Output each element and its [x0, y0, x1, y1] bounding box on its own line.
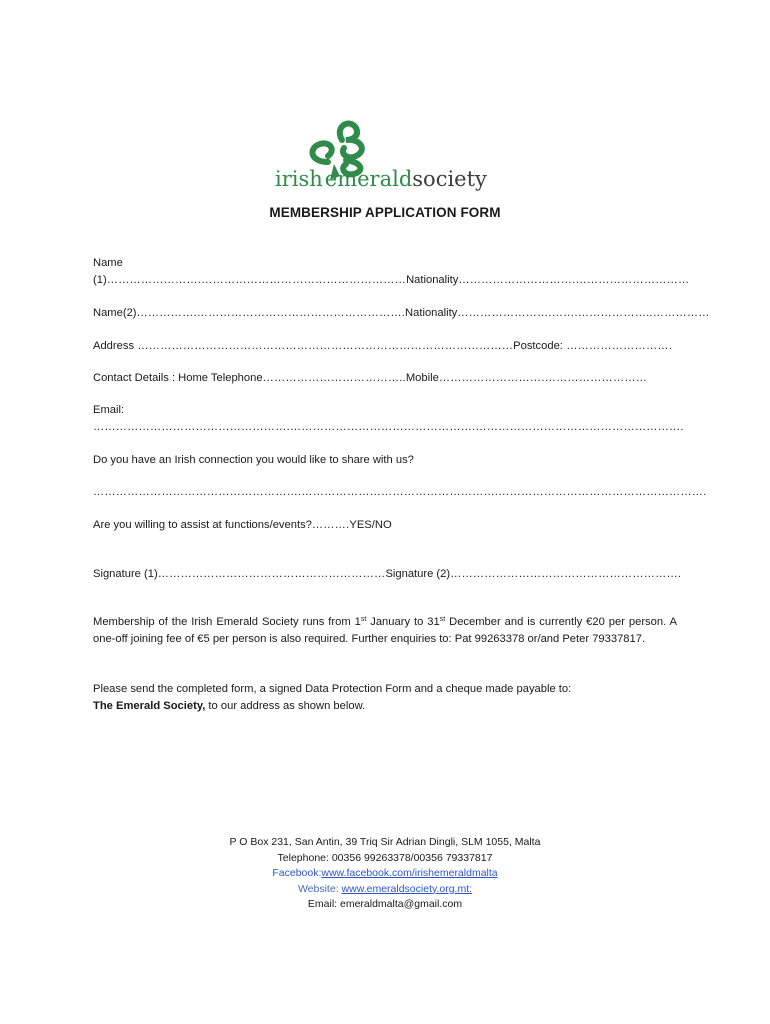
send-line2: to our address as shown below. — [205, 700, 366, 712]
signature2-label: Signature (2) — [385, 568, 451, 580]
address-label: Address — [93, 340, 135, 352]
name1-label: Name — [93, 257, 123, 269]
email-input-line[interactable]: …………………………………………….………………………………………….………………………………………………. — [93, 421, 684, 433]
email-line: Email: emeraldmalta@gmail.com — [307, 898, 463, 910]
irish-connection-input-line[interactable]: ……………………………………………….…………………………………………….………………………………………………. — [93, 486, 707, 498]
logo-irish: irish — [275, 167, 323, 191]
name2-row[interactable]: Name(2)…………….……………………………………………….Nationality…………………….…….………………..…………… — [93, 307, 710, 319]
form-title: MEMBERSHIP APPLICATION FORM — [269, 205, 501, 220]
signature-row[interactable]: Signature (1)……………………………………………………Signature (2)……………………………………………………. — [93, 568, 682, 580]
send-instructions — [93, 681, 677, 715]
facebook-label: Facebook: — [272, 867, 322, 879]
name1-row[interactable]: (1)…………………….………………………………………………Nationality………………………….………………………… — [93, 274, 690, 286]
footer-contact — [0, 835, 770, 913]
website-line — [0, 882, 770, 898]
assist-row[interactable]: Are you willing to assist at functions/events?……….YES/NO — [93, 519, 392, 531]
contact-row[interactable]: Contact Details : Home Telephone………………………………..Mobile……………………….……………………… — [93, 372, 648, 384]
email-label: Email: — [93, 404, 125, 416]
name1-prefix: (1) — [93, 274, 107, 286]
website-link[interactable]: www.emeraldsociety.org.mt: — [341, 882, 473, 895]
payee-name: The Emerald Society, — [93, 700, 206, 712]
postal-address: P O Box 231, San Antin, 39 Triq Sir Adrian Dingli, SLM 1055, Malta — [229, 836, 541, 848]
facebook-line — [0, 866, 770, 882]
assist-question: Are you willing to assist at functions/events? — [93, 519, 312, 531]
send-line1: Please send the completed form, a signed Data Protection Form and a cheque made payable to: — [93, 683, 572, 695]
website-label: Website: — [297, 882, 342, 895]
shamrock-logo-icon — [270, 118, 520, 198]
facebook-link[interactable]: www.facebook.com/irishemeraldmalta — [321, 867, 498, 879]
postcode-label: Postcode: — [513, 340, 563, 352]
logo-wordmark — [275, 167, 487, 191]
society-logo — [270, 118, 520, 198]
irish-connection-question: Do you have an Irish connection you would like to share with us? — [93, 454, 414, 466]
contact-label: Contact Details : Home Telephone — [93, 372, 263, 384]
nationality1-label: Nationality — [406, 274, 459, 286]
assist-answer: YES/NO — [349, 519, 392, 531]
address-row[interactable]: Address ………………………………………………………………………………………Postcode: ………………………. — [93, 340, 673, 352]
signature1-label: Signature (1) — [93, 568, 158, 580]
membership-paragraph: Membership of the Irish Emerald Society runs from 1st January to 31st December and is currently €20 per person. A one-off joining fee of €5 per person is also required. Further enquiries to: Pat 99263378 or/and Peter 79337817. — [93, 616, 677, 645]
mobile-label: Mobile — [405, 372, 439, 384]
telephone-line: Telephone: 00356 99263378/00356 79337817 — [277, 851, 493, 864]
name2-label: Name(2) — [93, 307, 137, 319]
logo-emerald: emerald — [324, 167, 413, 191]
nationality2-label: Nationality — [405, 307, 458, 319]
logo-society: society — [412, 167, 487, 191]
